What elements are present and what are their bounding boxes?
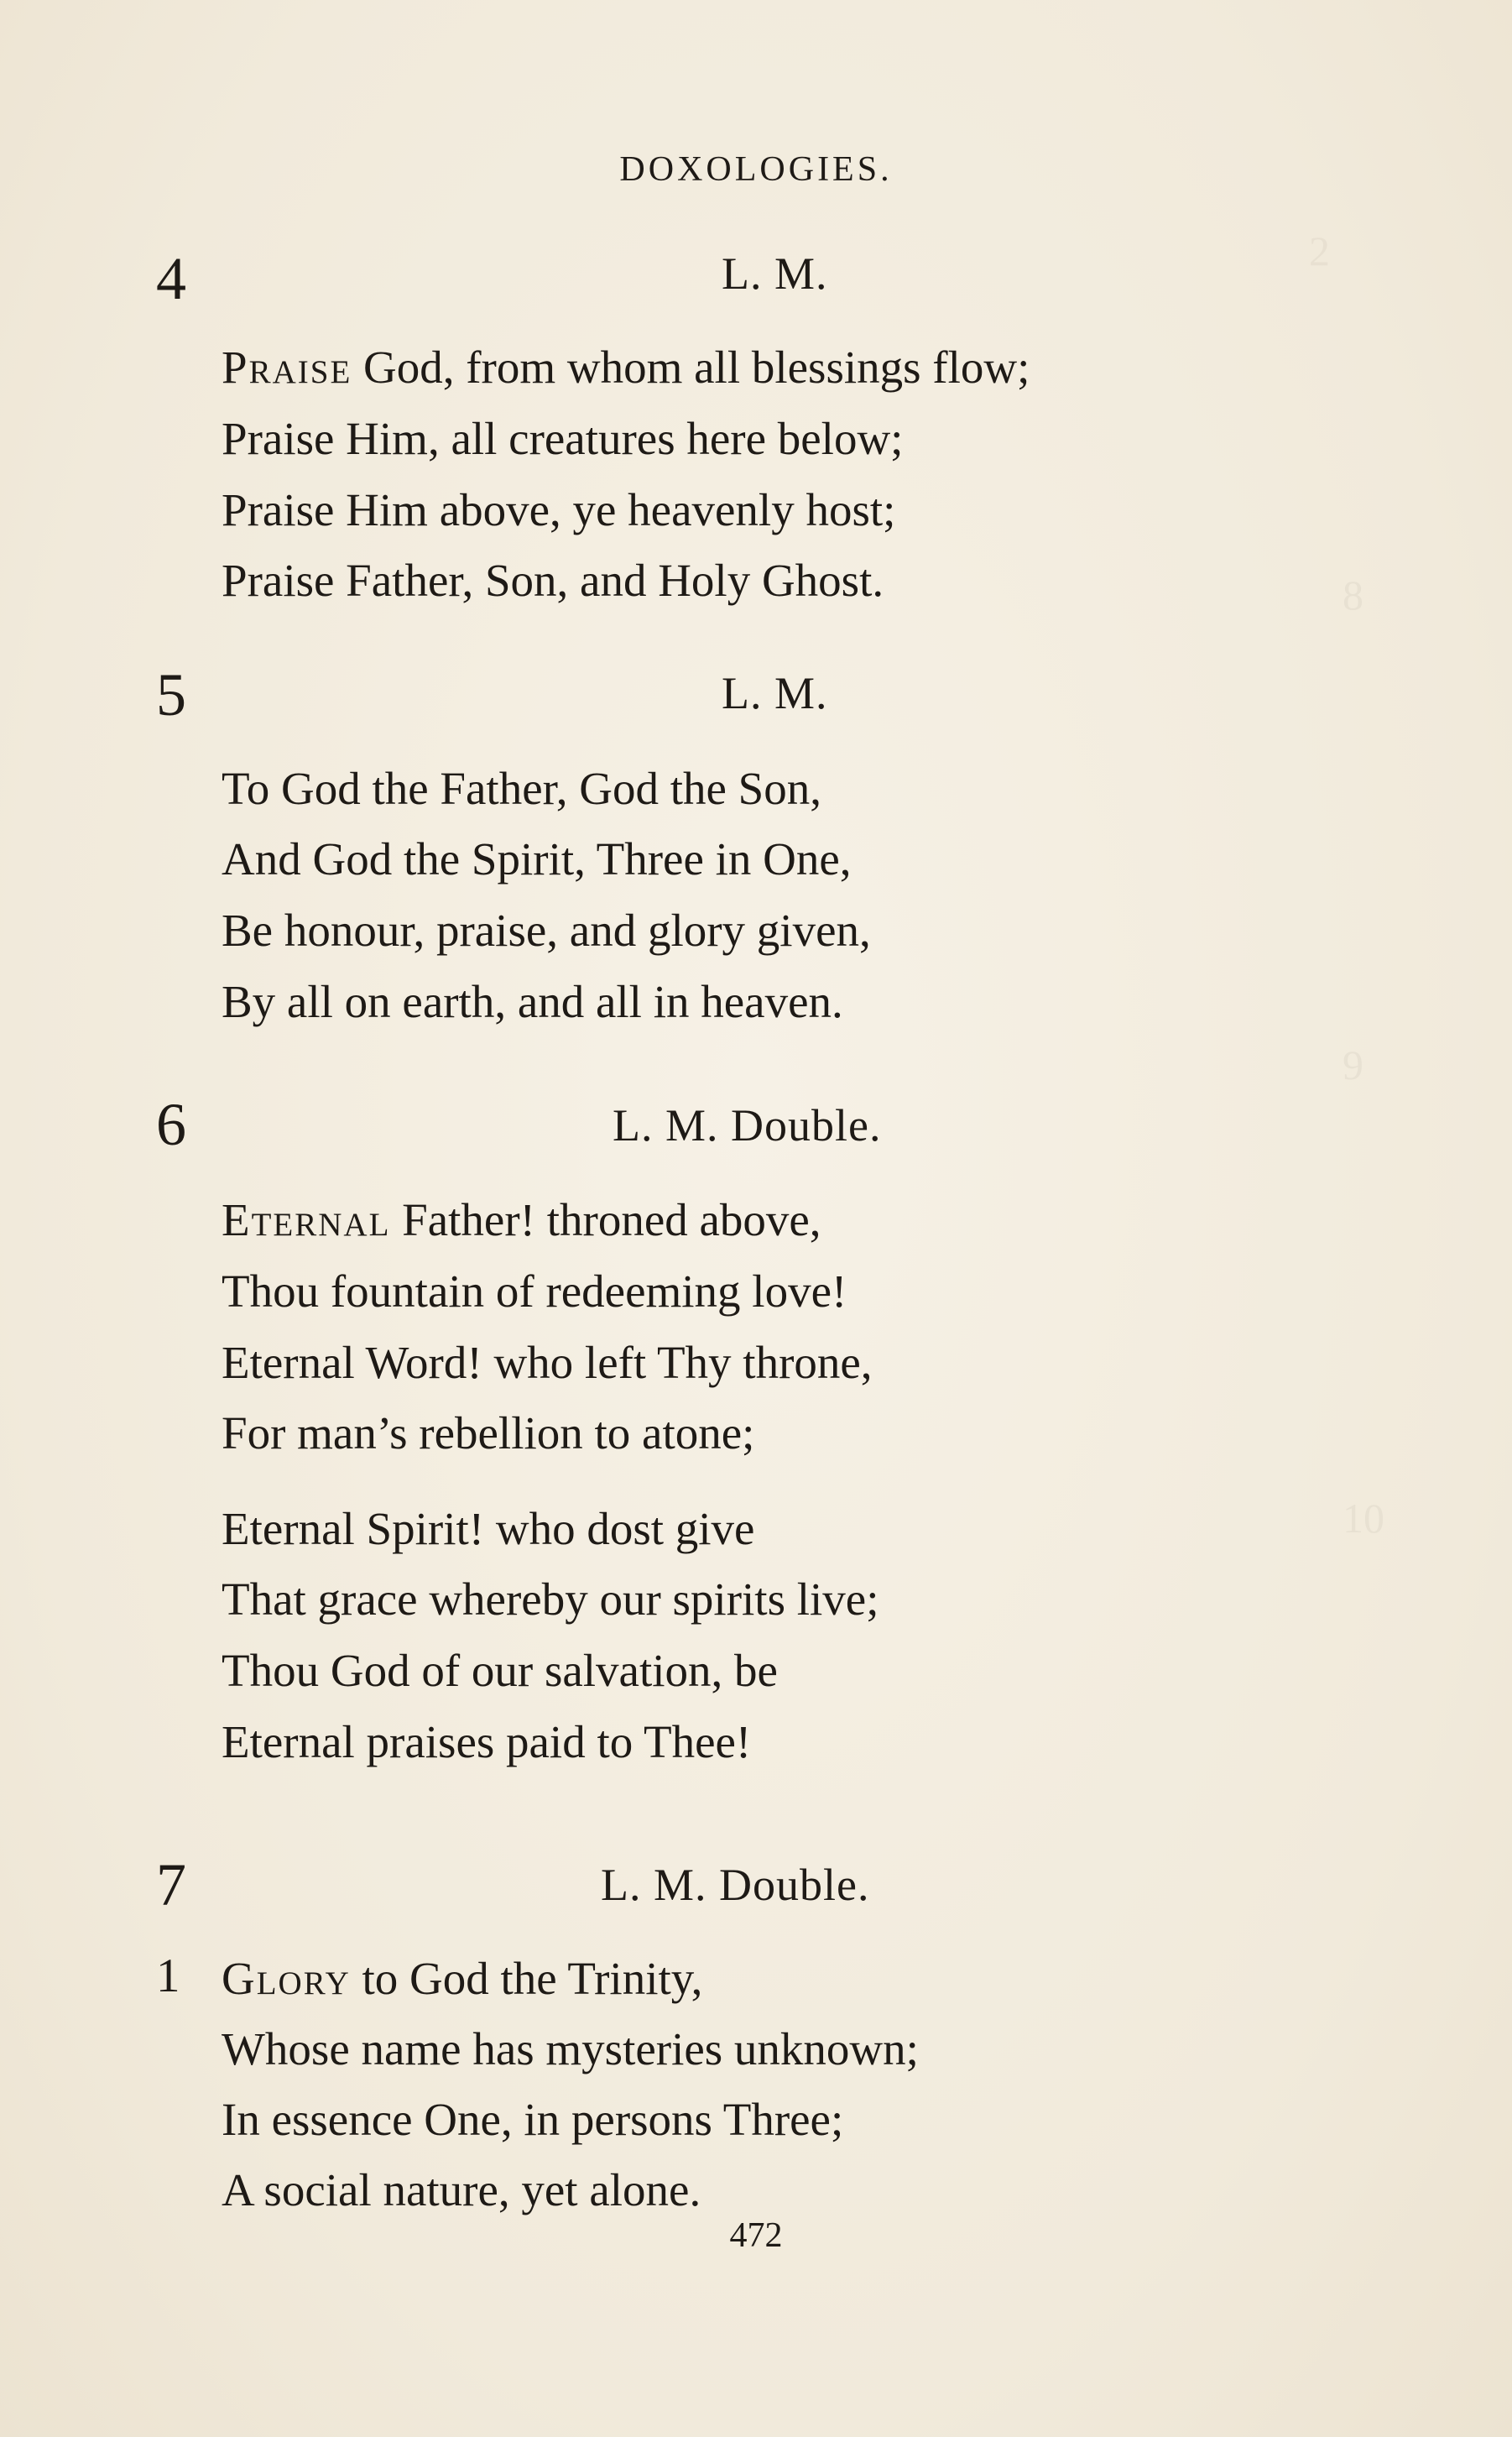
verse-number: 1 (156, 1949, 180, 2002)
page-number: 472 (729, 2216, 783, 2255)
verse-line: Thou fountain of redeeming love! (222, 1265, 847, 1317)
verse-line: Praise Him, all creatures here below; (222, 413, 904, 464)
verse-line: Eternal Father! throned above, (222, 1194, 821, 1245)
verse-line: In essence One, in persons Three; (222, 2094, 844, 2145)
verse-line: A social nature, yet alone. (222, 2164, 701, 2215)
show-through-bleed: 8 (1343, 571, 1363, 618)
verse-line: For man’s rebellion to atone; (222, 1407, 755, 1459)
verse-line: Eternal Word! who left Thy throne, (222, 1337, 873, 1388)
verse-line: Be honour, praise, and glory given, (222, 905, 871, 956)
initial-word: Eternal (222, 1194, 391, 1245)
hymn-number: 6 (156, 1091, 186, 1158)
hymn-meter: L. M. (722, 668, 828, 718)
hymn-meter: L. M. Double. (601, 1860, 870, 1910)
verse-line: Whose name has mysteries unknown; (222, 2023, 919, 2074)
show-through-bleed: 10 (1343, 1495, 1384, 1542)
initial-word: Glory (222, 1953, 351, 2004)
verse-line: To God the Father, God the Son, (222, 763, 821, 814)
hymn-number: 7 (156, 1851, 186, 1918)
verse-line: And God the Spirit, Three in One, (222, 833, 852, 885)
verse-line: Praise God, from whom all blessings flow; (222, 342, 1030, 393)
show-through-bleed: 2 (1309, 227, 1330, 274)
running-header: DOXOLOGIES. (619, 150, 893, 189)
hymn-number: 4 (156, 245, 186, 312)
initial-word: Praise (222, 342, 352, 393)
verse-line: By all on earth, and all in heaven. (222, 976, 843, 1027)
verse-line: Eternal Spirit! who dost give (222, 1503, 755, 1554)
hymn-meter: L. M. (722, 248, 828, 299)
verse-line: Eternal praises paid to Thee! (222, 1716, 752, 1767)
hymn-meter: L. M. Double. (613, 1100, 882, 1151)
verse-line: Glory to God the Trinity, (222, 1953, 703, 2004)
verse-line: That grace whereby our spirits live; (222, 1573, 879, 1625)
verse-line: Thou God of our salvation, be (222, 1645, 778, 1696)
show-through-bleed: 9 (1343, 1041, 1363, 1088)
verse-line: Praise Him above, ye heavenly host; (222, 484, 896, 535)
verse-line: Praise Father, Son, and Holy Ghost. (222, 555, 884, 606)
hymn-number: 5 (156, 661, 186, 728)
